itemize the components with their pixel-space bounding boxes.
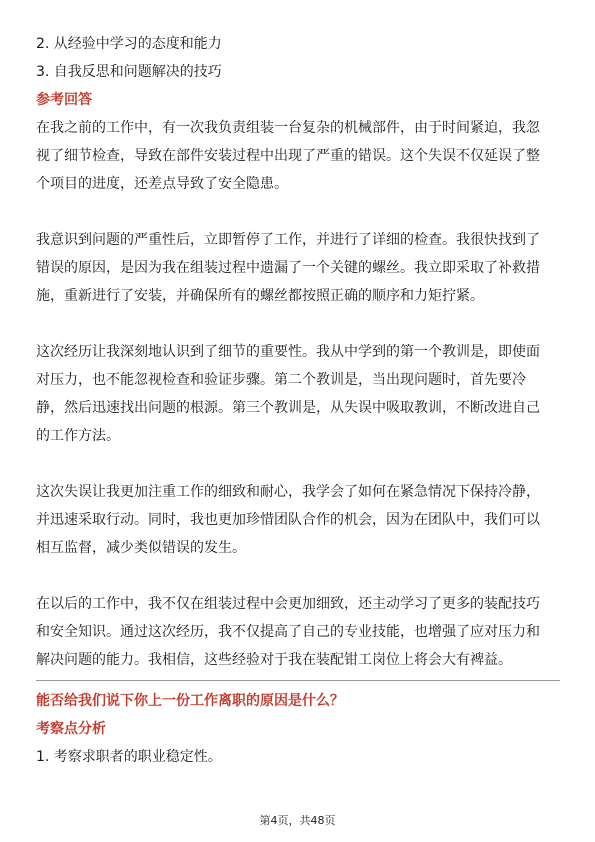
paragraph-line: 这次失误让我更加注重工作的细致和耐心，我学会了如何在紧急情况下保持冷静， <box>36 484 540 500</box>
paragraph-line: 错误的原因，是因为我在组装过程中遗漏了一个关键的螺丝。我立即采取了补救措 <box>36 260 540 276</box>
paragraph-line: 我意识到问题的严重性后，立即暂停了工作，并进行了详细的检查。我很快找到了 <box>36 232 540 248</box>
paragraph-gap <box>36 450 560 478</box>
paragraph-line: 的工作方法。 <box>36 428 120 444</box>
analysis-heading: 考察点分析 <box>36 721 106 737</box>
paragraph-line: 在以后的工作中，我不仅在组装过程中会更加细致，还主动学习了更多的装配技巧 <box>36 596 540 612</box>
list-item: 3. 自我反思和问题解决的技巧 <box>36 64 222 80</box>
paragraph-line: 在我之前的工作中，有一次我负责组装一台复杂的机械部件，由于时间紧迫，我忽 <box>36 120 540 136</box>
paragraph-gap <box>36 310 560 338</box>
paragraph-gap <box>36 198 560 226</box>
answer-paragraph-3 <box>36 338 560 450</box>
paragraph-line: 对压力，也不能忽视检查和验证步骤。第二个教训是，当出现问题时，首先要冷 <box>36 372 526 388</box>
section-divider <box>36 680 560 681</box>
paragraph-line: 和安全知识。通过这次经历，我不仅提高了自己的专业技能，也增强了应对压力和 <box>36 624 540 640</box>
page-footer: 第4页，共48页 <box>259 814 336 827</box>
answer-heading: 参考回答 <box>36 92 92 108</box>
page-content <box>36 30 560 771</box>
paragraph-line: 相互监督，减少类似错误的发生。 <box>36 540 246 556</box>
answer-paragraph-4 <box>36 478 560 562</box>
paragraph-gap <box>36 562 560 590</box>
paragraph-line: 视了细节检查，导致在部件安装过程中出现了严重的错误。这个失误不仅延误了整 <box>36 148 540 164</box>
analysis-item: 1. 考察求职者的职业稳定性。 <box>36 749 222 765</box>
question-heading: 能否给我们说下你上一份工作离职的原因是什么？ <box>36 693 344 709</box>
answer-paragraph-5 <box>36 590 560 674</box>
paragraph-line: 并迅速采取行动。同时，我也更加珍惜团队合作的机会，因为在团队中，我们可以 <box>36 512 540 528</box>
paragraph-line: 解决问题的能力。我相信，这些经验对于我在装配钳工岗位上将会大有裨益。 <box>36 652 512 668</box>
paragraph-line: 这次经历让我深刻地认识到了细节的重要性。我从中学到的第一个教训是，即使面 <box>36 344 540 360</box>
list-item: 2. 从经验中学习的态度和能力 <box>36 36 222 52</box>
paragraph-line: 静，然后迅速找出问题的根源。第三个教训是，从失误中吸取教训，不断改进自己 <box>36 400 540 416</box>
answer-paragraph-2 <box>36 226 560 310</box>
paragraph-line: 个项目的进度，还差点导致了安全隐患。 <box>36 176 288 192</box>
answer-paragraph-1 <box>36 114 560 198</box>
paragraph-line: 施，重新进行了安装，并确保所有的螺丝都按照正确的顺序和力矩拧紧。 <box>36 288 484 304</box>
